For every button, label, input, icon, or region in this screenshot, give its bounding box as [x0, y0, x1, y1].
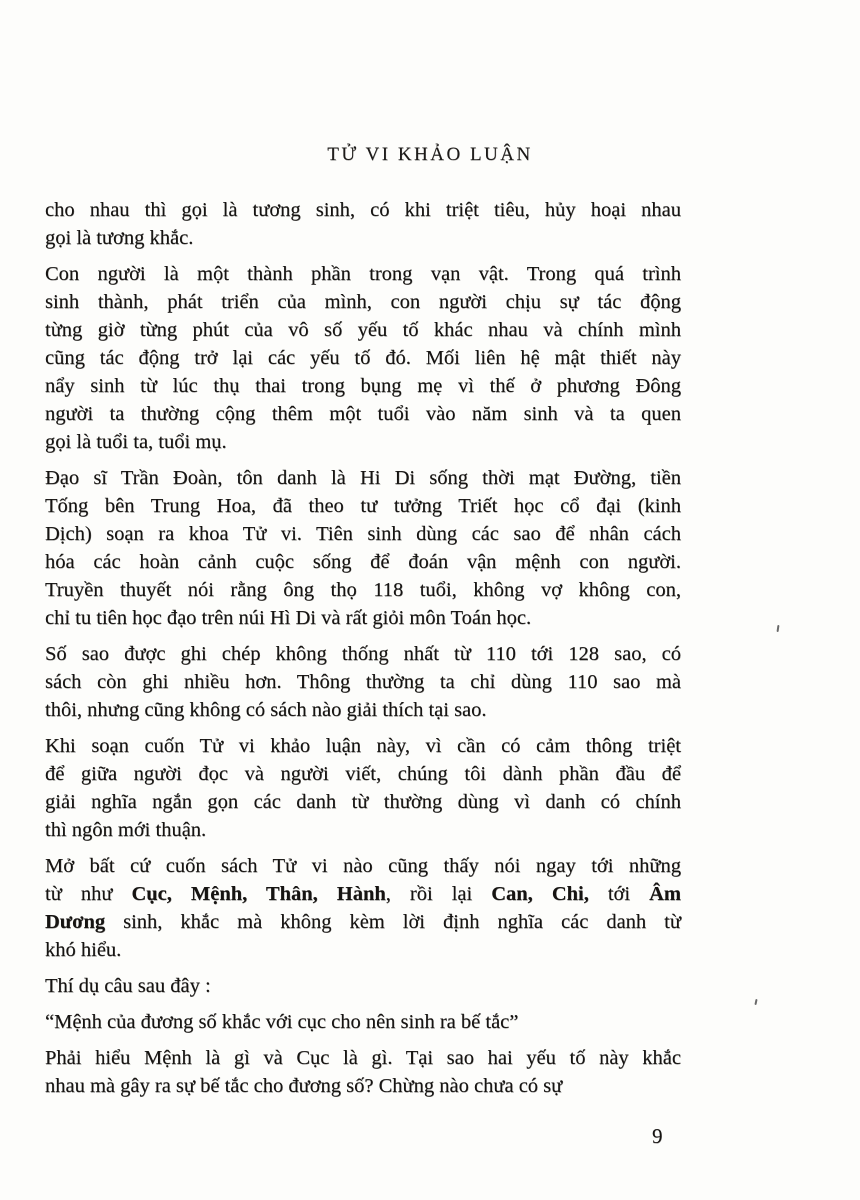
text-line: để giữa người đọc và người viết, chúng tôi dành phần đầu để [45, 763, 681, 785]
paragraph [45, 1008, 681, 1036]
text-line: khó hiểu. [45, 939, 122, 961]
text-line: hóa các hoàn cảnh cuộc sống để đoán vận mệnh con người. [45, 551, 681, 573]
text-line: nhau mà gây ra sự bế tắc cho đương số? Chừng nào chưa có sự [45, 1075, 563, 1097]
text-line: Truyền thuyết nói rằng ông thọ 118 tuổi, không vợ không con, [45, 579, 681, 601]
text-line: nẩy sinh từ lúc thụ thai trong bụng mẹ vì thế ở phương Đông [45, 375, 681, 397]
page-body [45, 196, 681, 1108]
paragraph [45, 464, 681, 632]
bold-term: Dương [45, 911, 106, 933]
bold-term: Cục, Mệnh, Thân, Hành [131, 883, 386, 905]
text-segment: sinh, khắc mà không kèm lời định nghĩa các danh từ [105, 911, 681, 933]
text-line: thôi, nhưng cũng không có sách nào giải thích tại sao. [45, 699, 487, 721]
scan-speck [754, 999, 757, 1005]
text-line: gọi là tuổi ta, tuổi mụ. [45, 431, 227, 453]
page-title: TỬ VI KHẢO LUẬN [327, 144, 533, 165]
scan-speck [777, 625, 780, 632]
paragraph [45, 972, 681, 1000]
text-segment: tới [588, 883, 650, 905]
text-line: chỉ tu tiên học đạo trên núi Hì Di và rất giỏi môn Toán học. [45, 607, 532, 629]
page-number: 9 [652, 1124, 663, 1148]
text-line: Con người là một thành phần trong vạn vật. Trong quá trình [45, 263, 681, 285]
text-line: sinh thành, phát triển của mình, con người chịu sự tác động [45, 291, 681, 313]
text-line: Dịch) soạn ra khoa Tử vi. Tiên sinh dùng các sao để nhân cách [45, 523, 681, 545]
text-line: Tống bên Trung Hoa, đã theo tư tưởng Triết học cổ đại (kinh [45, 495, 681, 517]
text-line [45, 880, 681, 908]
bold-term: Can, Chi, [491, 883, 589, 905]
paragraph [45, 196, 681, 252]
text-line: người ta thường cộng thêm một tuổi vào năm sinh và ta quen [45, 403, 681, 425]
bold-term: Âm [649, 883, 681, 905]
text-line: gọi là tương khắc. [45, 227, 194, 249]
text-line: từng giờ từng phút của vô số yếu tố khác nhau và chính mình [45, 319, 681, 341]
text-line: sách còn ghi nhiều hơn. Thông thường ta chỉ dùng 110 sao mà [45, 671, 681, 693]
text-segment: , rồi lại [385, 883, 492, 905]
text-line: giải nghĩa ngắn gọn các danh từ thường dùng vì danh có chính [45, 791, 681, 813]
paragraph [45, 640, 681, 724]
paragraph [45, 852, 681, 964]
text-line: Mở bất cứ cuốn sách Tử vi nào cũng thấy nói ngay tới những [45, 855, 681, 877]
text-line: Đạo sĩ Trần Đoàn, tôn danh là Hi Di sống thời mạt Đường, tiền [45, 467, 681, 489]
text-line [45, 908, 681, 936]
text-line: Số sao được ghi chép không thống nhất từ 110 tới 128 sao, có [45, 643, 681, 665]
text-line: Khi soạn cuốn Tử vi khảo luận này, vì cần có cảm thông triệt [45, 735, 681, 757]
text-segment: từ như [45, 883, 132, 905]
text-line: Thí dụ câu sau đây : [45, 975, 211, 997]
paragraph [45, 732, 681, 844]
text-line: cũng tác động trở lại các yếu tố đó. Mối liên hệ mật thiết này [45, 347, 681, 369]
text-line: thì ngôn mới thuận. [45, 819, 207, 841]
paragraph [45, 1044, 681, 1100]
text-line: cho nhau thì gọi là tương sinh, có khi triệt tiêu, hủy hoại nhau [45, 199, 681, 221]
text-line: Phải hiểu Mệnh là gì và Cục là gì. Tại sao hai yếu tố này khắc [45, 1047, 681, 1069]
paragraph [45, 260, 681, 456]
text-line: “Mệnh của đương số khắc với cục cho nên sinh ra bế tắc” [45, 1011, 519, 1033]
